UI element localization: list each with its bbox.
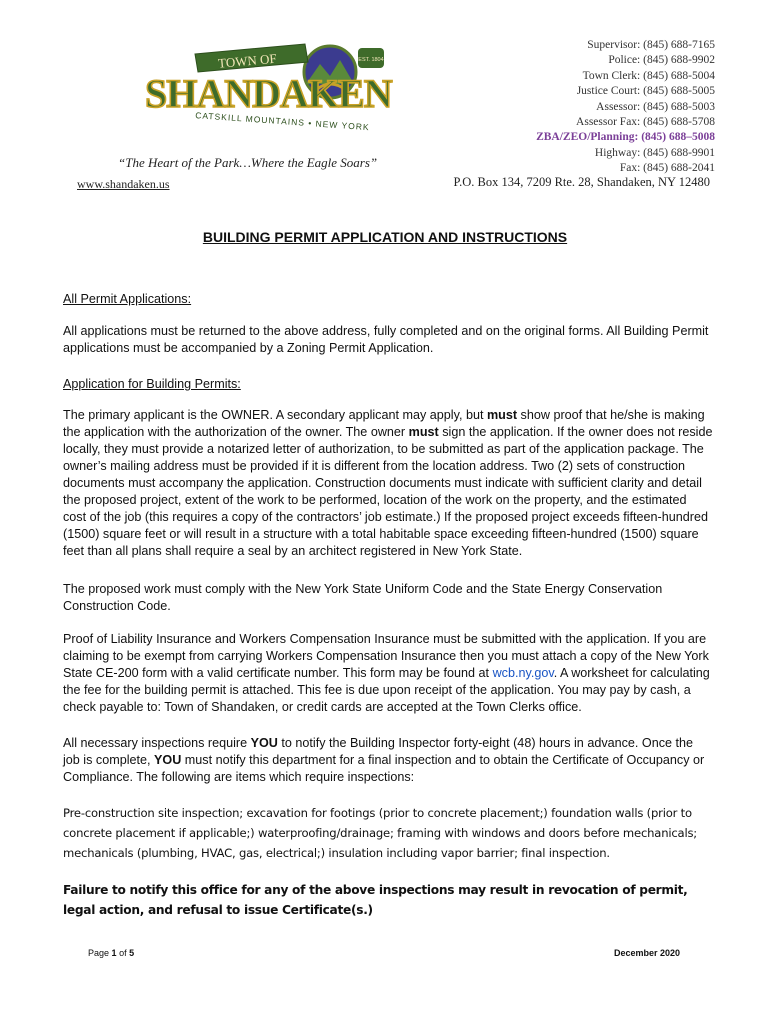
contact-zba-planning: ZBA/ZEO/Planning: (845) 688–5008	[536, 131, 715, 144]
all-permits-text: All applications must be returned to the above address, fully completed and on the original forms. All Building Permit applications must be accompanied by a Zoning Permit Application.	[63, 324, 709, 355]
logo-subtitle: CATSKILL MOUNTAINS • NEW YORK	[194, 110, 370, 132]
inspection-list: Pre-construction site inspection; excavation for footings (prior to concrete placement;) foundation walls (prior to concrete placement if applicable;) waterproofing/drainage; framing with windows and doors before mechanicals; mechanicals (plumbing, HVAC, gas, electrical;) insulation including vapor barrier; final inspection.	[63, 806, 698, 860]
warning-text: Failure to notify this office for any of the above inspections may result in revocation of permit, legal action, and refusal to issue Certificate(s.)	[63, 883, 688, 917]
contact-highway: Highway: (845) 688-9901	[594, 146, 715, 159]
contact-supervisor: Supervisor: (845) 688-7165	[587, 39, 715, 51]
contact-fax: Fax: (845) 688-2041	[619, 162, 715, 175]
inspections-text: All necessary inspections require YOU to notify the Building Inspector forty-eight (48) hours in advance. Once the job is complete, YOU must notify this department for a final inspection and to obtain the Certificate of Occupancy or Compliance. The following are items which require inspections:	[63, 736, 705, 784]
code-compliance-text: The proposed work must comply with the New York State Uniform Code and the State Energy Conservation Construction Code.	[63, 582, 663, 613]
website-link[interactable]: www.shandaken.us	[77, 177, 170, 191]
all-permits-heading: All Permit Applications:	[63, 292, 192, 306]
wcb-link[interactable]: wcb.ny.gov	[492, 666, 554, 680]
logo-name: SHANDAKEN	[145, 71, 392, 116]
mailing-address: P.O. Box 134, 7209 Rte. 28, Shandaken, NY 12480	[453, 175, 710, 189]
contact-justice-court: Justice Court: (845) 688-5005	[576, 85, 715, 98]
contact-list	[536, 38, 715, 177]
document-title: BUILDING PERMIT APPLICATION AND INSTRUCTIONS	[202, 229, 568, 245]
contact-assessor: Assessor: (845) 688-5003	[596, 100, 715, 113]
logo-est: EST. 1804	[358, 57, 384, 63]
town-logo	[140, 32, 400, 132]
contact-police: Police: (845) 688-9902	[608, 54, 715, 67]
contact-assessor-fax: Assessor Fax: (845) 688-5708	[576, 116, 715, 129]
tagline: “The Heart of the Park…Where the Eagle Soars”	[118, 155, 378, 170]
building-permits-heading: Application for Building Permits:	[63, 377, 241, 391]
logo-town-of: TOWN OF	[217, 50, 278, 71]
document-date: December 2020	[613, 948, 680, 958]
page-number: Page 1 of 5	[88, 948, 135, 958]
building-permits-text: The primary applicant is the OWNER. A secondary applicant may apply, but must show proof that he/she is making the application with the authorization of the owner. The owner must sign the application. If the owner does not reside locally, they must provide a notarized letter of authorization, to be submitted as part of the application package. The owner’s mailing address must be provided if it is different from the location address. Two (2) sets of construction documents must accompany the application. Construction documents must indicate with sufficient clarity and detail the proposed project, extent of the work to be performed, location of the work on the property, and the estimated cost of the job (this requires a copy of the contractors’ job estimate.) If the proposed project exceeds fifteen-hundred (1500) square feet or will result in a structure with a total habitable space exceeding fifteen-hundred (1500) square feet than all plans shall require a seal by an architect registered in New York State.	[63, 408, 713, 558]
insurance-text: Proof of Liability Insurance and Workers Compensation Insurance must be submitted with the application. If you are claiming to be exempt from carrying Workers Compensation Insurance then you must attach a copy of the New York State CE-200 form with a valid certificate number. This form may be found at wcb.ny.gov. A worksheet for calculating the fee for the building permit is attached. This fee is due upon receipt of the application. You may pay by cash, a check payable to: Town of Shandaken, or credit cards are accepted at the Town Clerks office.	[63, 632, 710, 714]
contact-town-clerk: Town Clerk: (845) 688-5004	[582, 69, 715, 82]
